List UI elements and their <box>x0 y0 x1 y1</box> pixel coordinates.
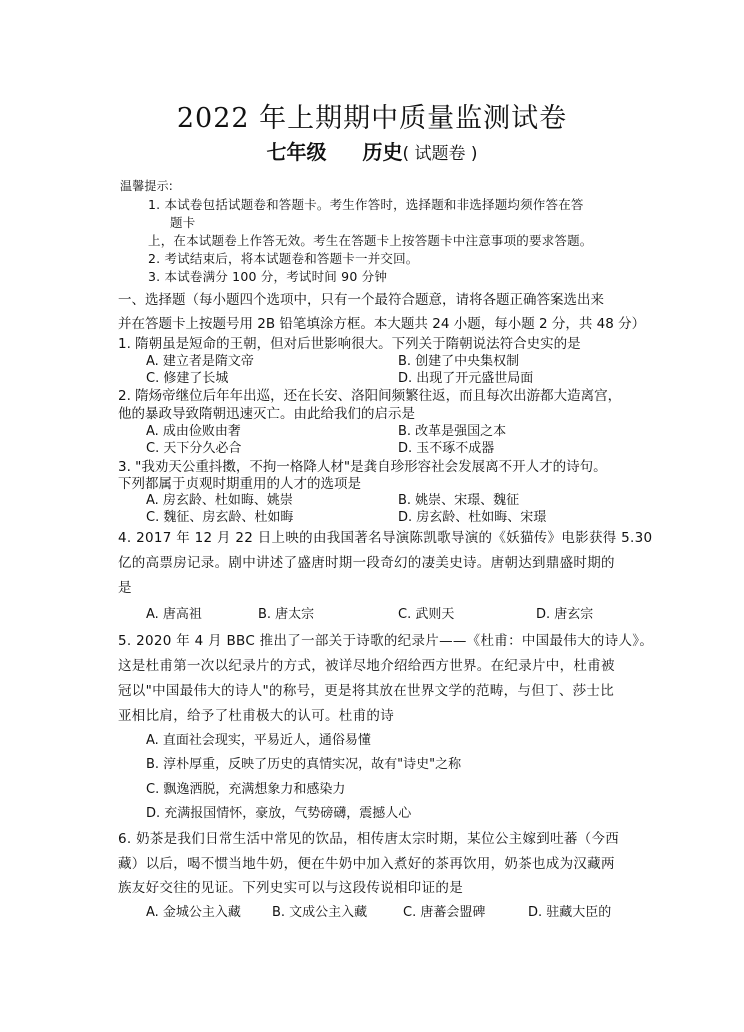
option-a: A. 金城公主入藏 <box>146 905 241 920</box>
question-stem: 5. 2020 年 4 月 BBC 推出了一部关于诗歌的纪录片——《杜甫：中国最伟大的诗人》。 <box>118 633 654 649</box>
option-c: C. 武则天 <box>398 607 455 622</box>
question-stem: 6. 奶茶是我们日常生活中常见的饮品，相传唐太宗时期，某位公主嫁到吐蕃（今西 <box>118 831 620 847</box>
option-d: D. 出现了开元盛世局面 <box>398 371 534 386</box>
exam-subtitle <box>0 136 744 165</box>
paper-type-label: ( 试题卷 ) <box>402 144 478 164</box>
option-d: D. 房玄龄、杜如晦、宋璟 <box>398 510 547 525</box>
option-c: C. 魏征、房玄龄、杜如晦 <box>146 510 294 525</box>
option-d: D. 驻藏大臣的 <box>528 905 612 920</box>
question-stem: 族友好交往的见证。下列史实可以与这段传说相印证的是 <box>118 880 463 896</box>
exam-title: 2022 年上期期中质量监测试卷 <box>176 103 568 134</box>
section-heading: 一、选择题（每小题四个选项中，只有一个最符合题意，请将各题正确答案选出来 <box>118 292 604 308</box>
tip-line: 上，在本试题卷上作答无效。考生在答题卡上按答题卡中注意事项的要求答题。 <box>148 233 593 248</box>
option-b: B. 姚崇、宋璟、魏征 <box>398 493 520 508</box>
subject-label: 历史 <box>362 140 403 164</box>
question-stem: 藏）以后，喝不惯当地牛奶，便在牛奶中加入煮好的茶再饮用，奶茶也成为汉藏两 <box>118 856 615 872</box>
question-stem: 1. 隋朝虽是短命的王朝，但对后世影响很大。下列关于隋朝说法符合史实的是 <box>118 336 581 352</box>
option-b: B. 创建了中央集权制 <box>398 354 520 369</box>
tip-line: 题卡 <box>170 215 196 230</box>
option-c: C. 天下分久必合 <box>146 441 242 456</box>
question-stem: 他的暴政导致隋朝迅速灭亡。由此给我们的启示是 <box>118 406 415 422</box>
tips-heading: 温馨提示: <box>120 179 174 193</box>
question-stem: 是 <box>118 580 132 596</box>
question-stem: 冠以"中国最伟大的诗人"的称号，更是将其放在世界文学的范畴，与但丁、莎士比 <box>118 683 615 699</box>
option-b: B. 唐太宗 <box>258 607 315 622</box>
question-stem: 3. "我劝天公重抖擞，不拘一格降人材"是龚自珍形容社会发展离不开人才的诗句。 <box>118 459 607 475</box>
question-stem: 亿的高票房记录。剧中讲述了盛唐时期一段奇幻的凄美史诗。唐朝达到鼎盛时期的 <box>118 555 615 571</box>
option-a: A. 建立者是隋文帝 <box>146 354 254 369</box>
tip-line: 3. 本试卷满分 100 分，考试时间 90 分钟 <box>148 269 388 284</box>
grade-label: 七年级 <box>266 140 327 164</box>
option-d: D. 充满报国情怀，豪放，气势磅礴，震撼人心 <box>146 806 412 821</box>
question-stem: 亚相比肩，给予了杜甫极大的认可。杜甫的诗 <box>118 708 394 724</box>
option-b: B. 改革是强国之本 <box>398 424 507 439</box>
option-a: A. 成由俭败由奢 <box>146 424 241 439</box>
option-c: C. 修建了长城 <box>146 371 229 386</box>
question-stem: 2. 隋炀帝继位后年年出巡，还在长安、洛阳间频繁往返，而且每次出游都大造离宫， <box>118 388 622 404</box>
question-stem: 4. 2017 年 12 月 22 日上映的由我国著名导演陈凯歌导演的《妖猫传》电影获得 5.30 <box>118 530 653 546</box>
option-a: A. 直面社会现实，平易近人，通俗易懂 <box>146 733 371 748</box>
option-b: B. 文成公主入藏 <box>272 905 368 920</box>
section-heading: 并在答题卡上按题号用 2B 铅笔填涂方框。本大题共 24 小题，每小题 2 分，共 48 分） <box>118 316 646 332</box>
option-d: D. 唐玄宗 <box>536 607 594 622</box>
tip-line: 2. 考试结束后，将本试题卷和答题卡一并交回。 <box>148 251 419 266</box>
tip-line: 1. 本试卷包括试题卷和答题卡。考生作答时，选择题和非选择题均须作答在答 <box>148 197 584 212</box>
option-c: C. 飘逸洒脱，充满想象力和感染力 <box>146 782 346 797</box>
question-stem: 这是杜甫第一次以纪录片的方式，被详尽地介绍给西方世界。在纪录片中，杜甫被 <box>118 658 615 674</box>
question-stem: 下列都属于贞观时期重用的人才的选项是 <box>118 476 361 492</box>
option-d: D. 玉不琢不成器 <box>398 441 495 456</box>
option-a: A. 唐高祖 <box>146 607 202 622</box>
option-c: C. 唐蕃会盟碑 <box>403 905 486 920</box>
option-b: B. 淳朴厚重，反映了历史的真情实况，故有"诗史"之称 <box>146 757 462 772</box>
option-a: A. 房玄龄、杜如晦、姚崇 <box>146 493 293 508</box>
